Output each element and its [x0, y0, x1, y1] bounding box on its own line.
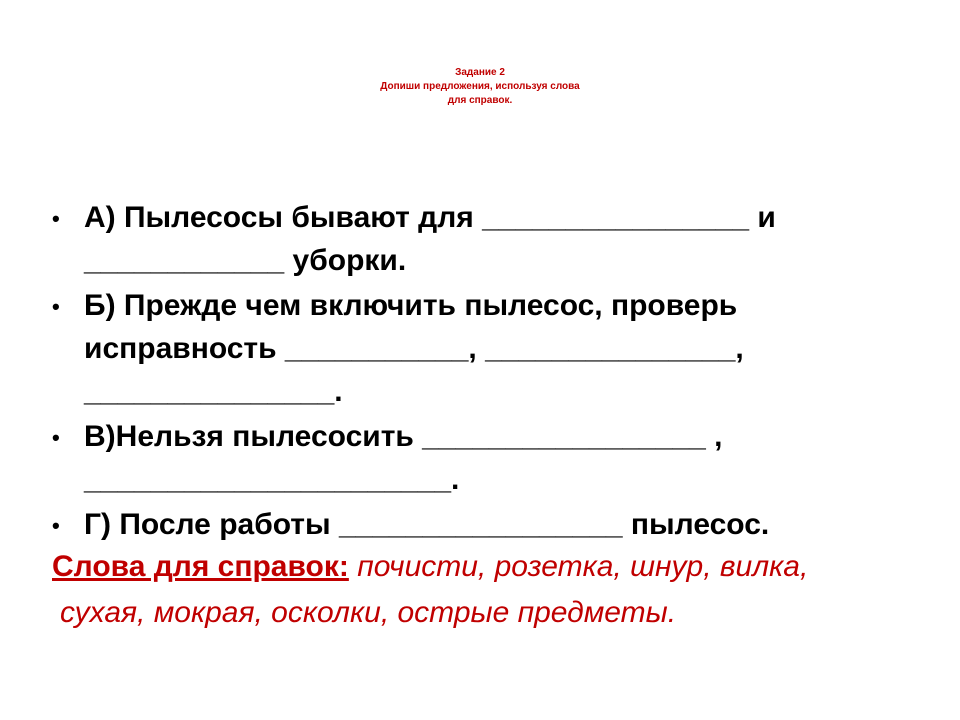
task-instruction: Допиши предложения, используя слова [380, 81, 580, 92]
task-a-line-2: ____________ уборки. [84, 244, 407, 277]
task-b-line-1: Б) Прежде чем включить пылесос, проверь [84, 289, 738, 322]
task-v-line-2: ______________________. [84, 463, 460, 496]
reference-line-1 [52, 544, 942, 590]
list-item [52, 196, 932, 282]
bullet-icon: • [52, 206, 60, 231]
task-number: Задание 2 [455, 67, 505, 78]
task-instruction-continued: для справок. [447, 95, 513, 106]
reference-words-part-1: почисти, розетка, шнур, вилка, [348, 550, 809, 583]
task-list [52, 196, 932, 548]
bullet-icon: • [52, 425, 60, 450]
bullet-icon: • [52, 294, 60, 319]
task-title [0, 66, 960, 108]
list-item [52, 503, 932, 546]
task-a-line-1: А) Пылесосы бывают для ________________ и [84, 201, 776, 234]
list-item [52, 284, 932, 413]
reference-words [52, 544, 942, 636]
task-v-line-1: В)Нельзя пылесосить _________________ , [84, 420, 723, 453]
reference-label: Слова для справок: [52, 550, 349, 583]
bullet-icon: • [52, 513, 60, 538]
list-item [52, 415, 932, 501]
task-b-line-3: _______________. [84, 375, 343, 408]
reference-words-part-2: сухая, мокрая, осколки, острые предметы. [60, 596, 677, 629]
task-g-line-1: Г) После работы _________________ пылесос. [84, 508, 770, 541]
task-b-line-2: исправность ___________, _______________, [84, 332, 744, 365]
